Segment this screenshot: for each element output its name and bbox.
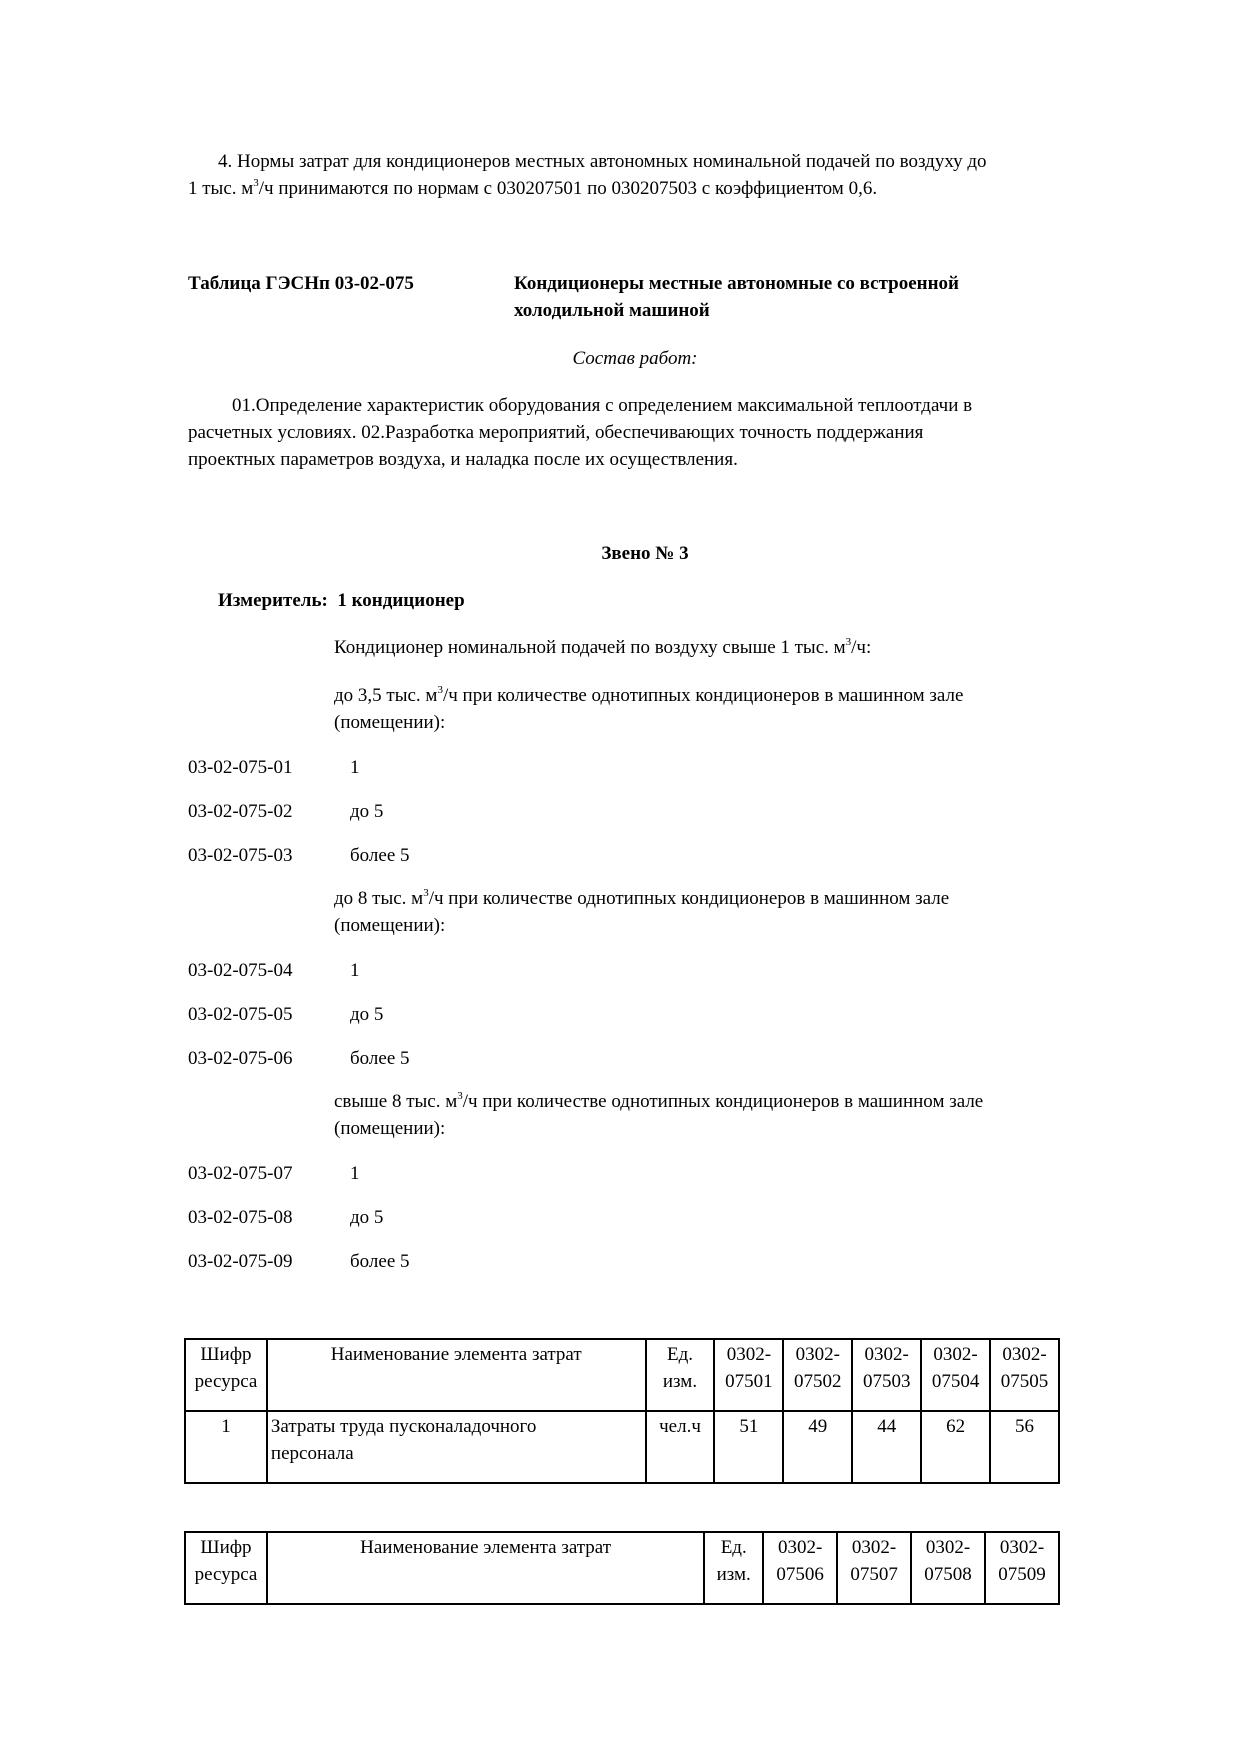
norm-value: 1 <box>350 960 360 981</box>
header-col <box>985 1532 1059 1604</box>
cell-name-l1: Затраты труда пусконаладочного <box>270 1416 537 1437</box>
meter-value: 1 кондиционер <box>337 590 465 611</box>
norm-value: 1 <box>350 757 360 778</box>
note-4-text-2a: 1 тыс. м <box>188 178 254 199</box>
norm-code: 03-02-075-03 <box>188 845 293 866</box>
header-unit-l1: Ед. <box>720 1537 747 1558</box>
group-1-heading <box>334 682 963 709</box>
norm-code: 03-02-075-01 <box>188 757 293 778</box>
header-col-l1: 0302- <box>777 1537 823 1558</box>
header-col <box>714 1339 783 1411</box>
cell-code: 1 <box>185 1411 267 1483</box>
header-col-l1: 0302- <box>999 1537 1045 1558</box>
intro-line <box>334 634 871 661</box>
note-4-sup: 3 <box>253 176 259 189</box>
cell-value: 62 <box>921 1411 990 1483</box>
meter-label: Измеритель: <box>218 590 328 611</box>
cell-name-l2: персонала <box>270 1443 354 1464</box>
group-3-heading <box>334 1088 983 1115</box>
header-unit-l1: Ед. <box>666 1344 693 1365</box>
header-col <box>990 1339 1059 1411</box>
header-col-l1: 0302- <box>851 1537 897 1558</box>
header-col-l2: 07508 <box>924 1564 972 1585</box>
note-4-text-2b: /ч принимаются по нормам с 030207501 по 030207503 с коэффициентом 0,6. <box>258 178 878 199</box>
norm-code: 03-02-075-09 <box>188 1251 293 1272</box>
group-1-text-end: /ч при количестве однотипных кондиционеров в машинном зале <box>442 685 964 706</box>
header-unit-l2: изм. <box>662 1371 698 1392</box>
header-col-l1: 0302- <box>864 1344 909 1365</box>
cell-value: 56 <box>990 1411 1059 1483</box>
header-code-l2: ресурса <box>194 1371 258 1392</box>
header-col-l1: 0302- <box>933 1344 978 1365</box>
header-col-l2: 07501 <box>725 1371 773 1392</box>
header-unit-l2: изм. <box>716 1564 751 1585</box>
note-4-text-1: 4. Нормы затрат для кондиционеров местных автономных номинальной подачей по воздуху до <box>218 151 987 172</box>
header-col <box>783 1339 852 1411</box>
norm-code: 03-02-075-05 <box>188 1004 293 1025</box>
header-col <box>911 1532 985 1604</box>
cell-unit: чел.ч <box>646 1411 715 1483</box>
header-col-l1: 0302- <box>925 1537 971 1558</box>
header-col-l2: 07509 <box>998 1564 1046 1585</box>
norm-value: 1 <box>350 1163 360 1184</box>
norm-value: до 5 <box>350 1207 384 1228</box>
header-col-l1: 0302- <box>1002 1344 1047 1365</box>
intro-text-end: /ч: <box>851 637 872 658</box>
header-code-l2: ресурса <box>194 1564 258 1585</box>
group-2-text: до 8 тыс. м <box>334 888 424 909</box>
group-2-heading-line-2: (помещении): <box>334 915 446 936</box>
norm-value: более 5 <box>350 845 410 866</box>
group-3-text-end: /ч при количестве однотипных кондиционеров в машинном зале <box>462 1091 984 1112</box>
header-col <box>921 1339 990 1411</box>
header-col-l2: 07507 <box>850 1564 898 1585</box>
intro-sup: 3 <box>845 635 852 648</box>
table-code: Таблица ГЭСНп 03-02-075 <box>188 273 414 294</box>
cell-value: 44 <box>852 1411 921 1483</box>
header-col-l2: 07505 <box>1000 1371 1049 1392</box>
header-code-l1: Шифр <box>200 1537 252 1558</box>
cost-table-1 <box>184 1338 1060 1484</box>
header-col-l2: 07502 <box>794 1371 842 1392</box>
header-code <box>185 1532 267 1604</box>
work-composition-line-3: проектных параметров воздуха, и наладка после их осуществления. <box>188 449 738 470</box>
header-col-l2: 07506 <box>776 1564 824 1585</box>
intro-text: Кондиционер номинальной подачей по воздуху свыше 1 тыс. м <box>334 637 846 658</box>
header-col-l2: 07504 <box>931 1371 980 1392</box>
header-unit <box>704 1532 763 1604</box>
group-3-heading-line-2: (помещении): <box>334 1118 446 1139</box>
work-composition-heading: Состав работ: <box>572 348 698 369</box>
team-label: Звено № 3 <box>601 543 689 564</box>
header-col-l2: 07503 <box>862 1371 911 1392</box>
header-col <box>837 1532 911 1604</box>
norm-value: до 5 <box>350 1004 384 1025</box>
table-row <box>185 1411 1059 1483</box>
header-code <box>185 1339 267 1411</box>
norm-code: 03-02-075-06 <box>188 1048 293 1069</box>
group-3-text: свыше 8 тыс. м <box>334 1091 458 1112</box>
header-name: Наименование элемента затрат <box>267 1339 646 1411</box>
note-4-line-1 <box>218 148 987 175</box>
group-2-sup: 3 <box>423 886 429 899</box>
norm-code: 03-02-075-07 <box>188 1163 293 1184</box>
norm-value: более 5 <box>350 1048 410 1069</box>
header-unit <box>646 1339 715 1411</box>
group-1-heading-line-2: (помещении): <box>334 712 446 733</box>
norm-code: 03-02-075-08 <box>188 1207 293 1228</box>
table-header-row <box>185 1532 1059 1604</box>
group-2-text-end: /ч при количестве однотипных кондиционеров в машинном зале <box>428 888 950 909</box>
group-1-sup: 3 <box>437 683 443 696</box>
cost-table-2 <box>184 1531 1060 1605</box>
group-2-heading <box>334 885 949 912</box>
note-4-line-2 <box>188 175 877 202</box>
header-col <box>852 1339 921 1411</box>
norm-value: до 5 <box>350 801 384 822</box>
cell-value: 51 <box>714 1411 783 1483</box>
norm-code: 03-02-075-04 <box>188 960 293 981</box>
header-code-l1: Шифр <box>200 1344 252 1365</box>
table-title-line-1: Кондиционеры местные автономные со встроенной <box>514 273 959 294</box>
header-col <box>763 1532 837 1604</box>
norm-value: более 5 <box>350 1251 410 1272</box>
header-col-l1: 0302- <box>795 1344 840 1365</box>
table-title-line-2: холодильной машиной <box>514 300 710 321</box>
norm-code: 03-02-075-02 <box>188 801 293 822</box>
group-3-sup: 3 <box>457 1089 463 1102</box>
table-header-row <box>185 1339 1059 1411</box>
group-1-text: до 3,5 тыс. м <box>334 685 438 706</box>
work-composition-line-1: 01.Определение характеристик оборудования с определением максимальной теплоотдачи в <box>232 395 973 416</box>
header-name: Наименование элемента затрат <box>267 1532 704 1604</box>
header-col-l1: 0302- <box>726 1344 772 1365</box>
work-composition-line-2: расчетных условиях. 02.Разработка мероприятий, обеспечивающих точность поддержания <box>188 422 924 443</box>
meter-row <box>218 587 465 614</box>
cell-value: 49 <box>783 1411 852 1483</box>
cell-name <box>267 1411 646 1483</box>
